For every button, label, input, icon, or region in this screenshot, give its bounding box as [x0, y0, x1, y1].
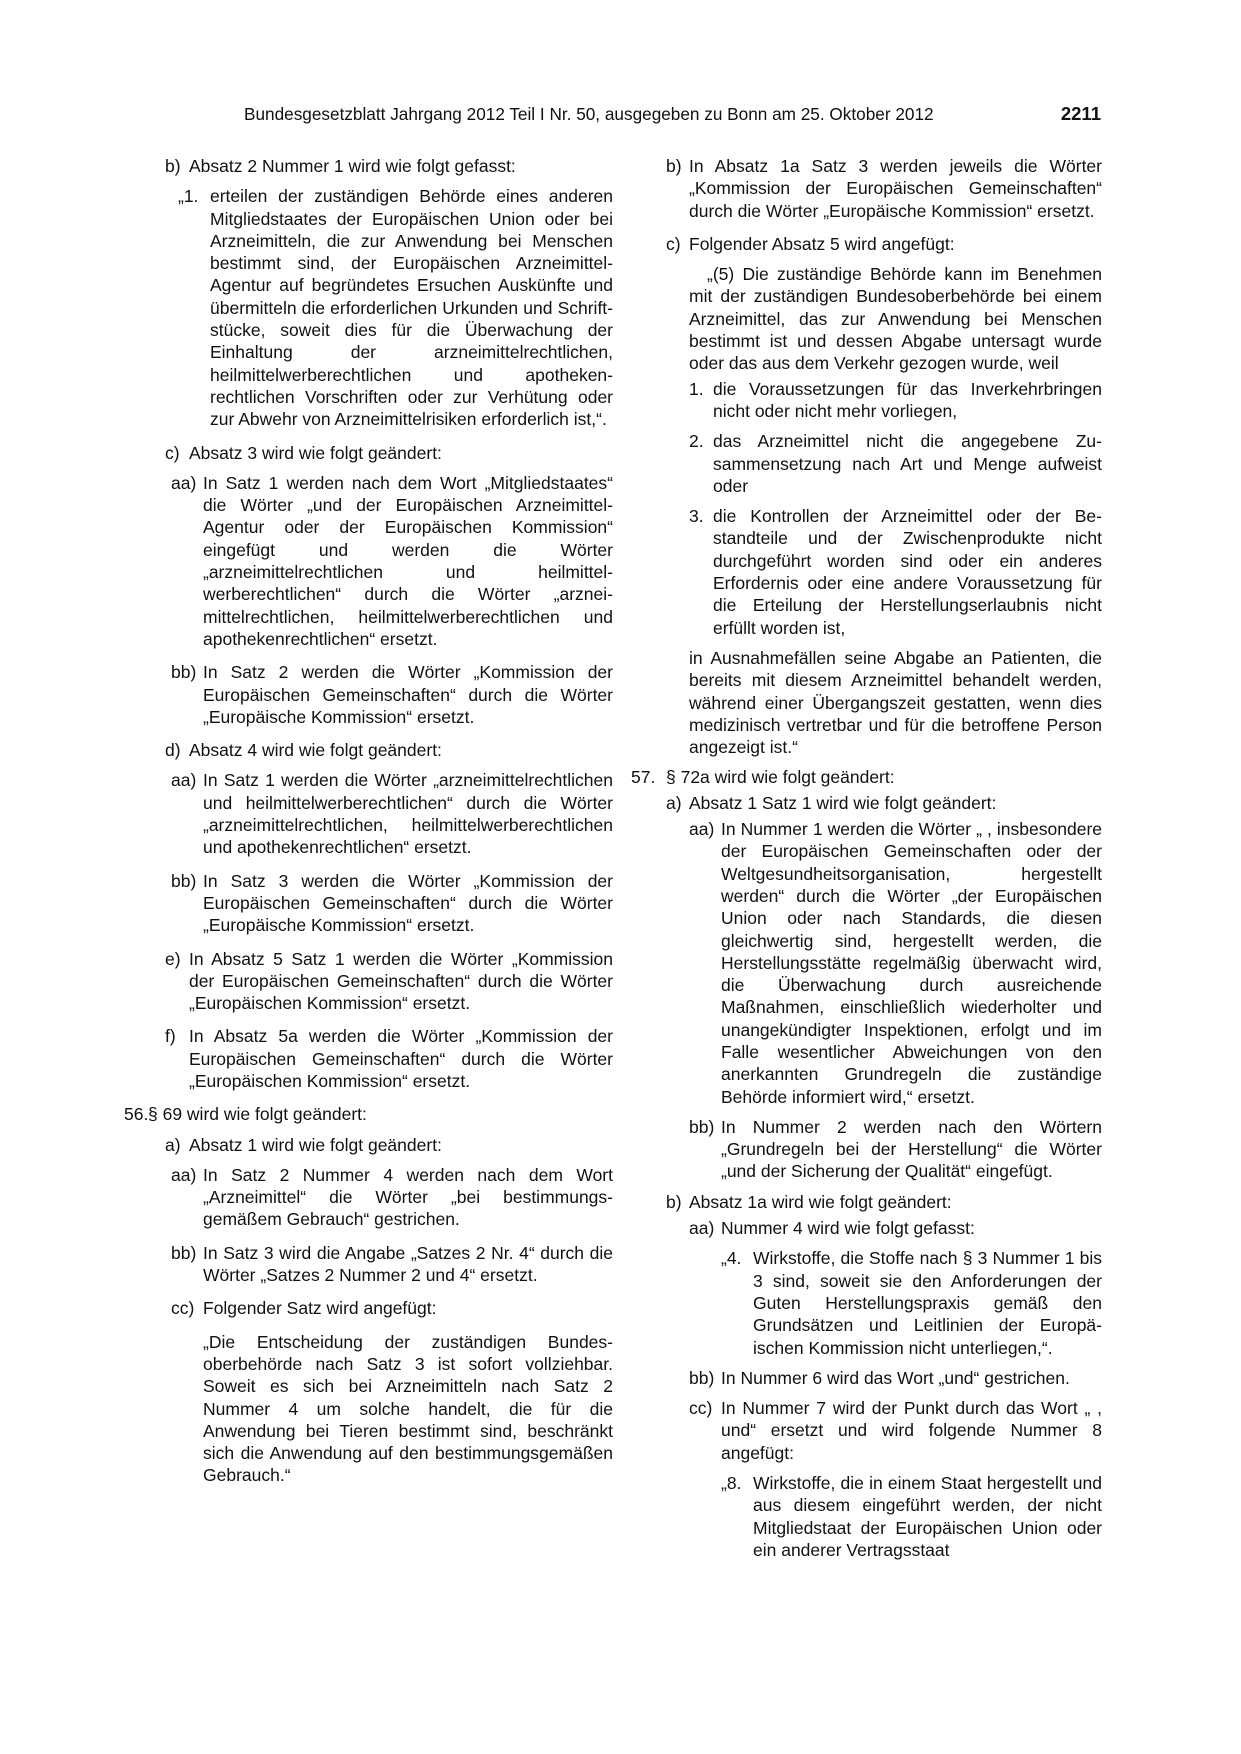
item-d: [124, 739, 613, 761]
item-label: bb): [689, 1116, 715, 1137]
item-label: aa): [171, 1164, 197, 1185]
quoted-number-8: [631, 1472, 1102, 1561]
quoted-paragraph-5: „(5) Die zuständige Behörde kann im Benehmen mit der zuständigen Bundesoberbehörde bei einem Arzneimittel, das zur Anwendung bei Menschen bestimmt ist und dessen Abgabe untersagt wurde oder das aus dem Verkehr gezogen wurde, weil: [689, 264, 1102, 374]
item-label: „8.: [721, 1473, 742, 1494]
item-text: Absatz 4 wird wie folgt geändert:: [189, 740, 442, 761]
item-57: [631, 766, 1102, 788]
item-label: „1.: [178, 186, 199, 207]
item-label: aa): [171, 770, 197, 791]
item-label: 57.: [631, 767, 656, 788]
item-label: f): [165, 1026, 176, 1047]
item-label: „4.: [721, 1248, 742, 1269]
item-label: b): [165, 156, 181, 176]
item-c: [631, 233, 1102, 255]
item-label: a): [165, 1134, 181, 1155]
item-b: [124, 155, 613, 177]
quoted-sentence: „Die Entscheidung der zuständigen Bundesoberbehörde nach Satz 3 ist sofort vollziehbar. Soweit es sich bei Arzneimitteln nach Satz 2 Nummer 4 um solche handelt, die für die Anwendung bei Tieren bestimmt sind, beschränkt sich die Anwendung auf den bestimmungsgemäßen Gebrauch.“: [203, 1331, 613, 1486]
list-item-3: [631, 505, 1102, 639]
item-text: In Absatz 5 Satz 1 werden die Wörter „Kommission der Europäischen Gemeinschaften“ durch die Wörter „Europäischen Kommission“ ersetzt.: [189, 948, 613, 1014]
quoted-number-1: [124, 185, 613, 430]
item-text: Nummer 4 wird wie folgt gefasst:: [721, 1218, 975, 1239]
item-text: die Voraussetzungen für das Inverkehrbringen nicht oder nicht mehr vorliegen,: [713, 378, 1102, 421]
item-label: bb): [689, 1367, 715, 1388]
item-57-a-bb: [631, 1116, 1102, 1183]
item-label: 1.: [689, 378, 704, 399]
item-label: 2.: [689, 431, 704, 452]
item-text: Absatz 1 wird wie folgt geändert:: [189, 1134, 442, 1155]
header-title: Bundesgesetzblatt Jahrgang 2012 Teil I Nr. 50, ausgegeben zu Bonn am 25. Oktober 2012: [244, 104, 934, 124]
item-57-b: [631, 1191, 1102, 1213]
item-57-b-aa: [631, 1217, 1102, 1239]
item-text: § 69 wird wie folgt geändert:: [148, 1104, 367, 1125]
item-e: [124, 948, 613, 1015]
item-text: In Satz 2 werden die Wörter „Kommission der Europäischen Gemeinschaften“ durch die Wörter „Europäische Kommission“ ersetzt.: [203, 662, 613, 727]
item-c: [124, 442, 613, 464]
item-text: In Absatz 1a Satz 3 werden jeweils die Wörter „Kommission der Europäischen Gemeinschaften“ durch die Wörter „Europäische Kommission“ ersetzt.: [689, 156, 1102, 221]
item-label: 3.: [689, 506, 704, 527]
item-56: [124, 1103, 613, 1125]
item-56-cc: [124, 1297, 613, 1319]
item-57-b-bb: [631, 1367, 1102, 1389]
item-text: In Nummer 2 werden nach den Wörtern „Grundregeln bei der Herstellung“ die Wörter „und der Sicherung der Qualität“ eingefügt.: [721, 1116, 1102, 1182]
item-text: das Arzneimittel nicht die angegebene Zusammensetzung nach Art und Menge aufweist oder: [713, 431, 1102, 496]
item-text: In Satz 1 werden die Wörter „arzneimittelrechtlichen und heilmittelwerberechtlichen“ durch die Wörter „arzneimittelrechtlichen, heilmittelwerberechtlichen und apothekenrechtlichen“ ersetzt.: [203, 770, 613, 858]
item-label: b): [666, 156, 682, 176]
page-header: [244, 101, 1101, 127]
item-56-bb: [124, 1242, 613, 1287]
item-label: a): [666, 792, 682, 813]
item-text: § 72a wird wie folgt geändert:: [666, 767, 895, 788]
item-text: Absatz 2 Nummer 1 wird wie folgt gefasst:: [189, 156, 516, 176]
item-text: In Satz 2 Nummer 4 werden nach dem Wort „Arzneimittel“ die Wörter „bei bestimmungsgemäßem Gebrauch“ gestrichen.: [203, 1164, 613, 1230]
quoted-number-4: [631, 1247, 1102, 1358]
item-text: In Nummer 1 werden die Wörter „ , insbesondere der Europäischen Gemeinschaften oder der Weltgesundheitsorganisation, hergestellt werden“ durch die Wörter „der Europäischen Union oder nach Standards, die diesen gleichwertig sind, hergestellt werden, die Herstellungsstätte regelmäßig überwacht wird, die Überwachung durch ausreichende Maßnahmen, einschließlich wiederholter und unangekündigter Inspektionen, erfolgt und im Falle wesentlicher Abweichungen von den anerkannten Grundregeln die zuständige Behörde informiert wird,“ ersetzt.: [721, 819, 1102, 1107]
quoted-paragraph-tail: in Ausnahmefällen seine Abgabe an Patienten, die bereits mit diesem Arzneimittel behandelt werden, während einer Übergangszeit gestatten, wenn dies medizinisch vertretbar und für die betroffene Person angezeigt ist.“: [689, 647, 1102, 758]
item-label: aa): [689, 1218, 715, 1239]
item-text: In Nummer 7 wird der Punkt durch das Wort „ , und“ ersetzt und wird folgende Nummer 8 angefügt:: [721, 1398, 1102, 1463]
item-text: Absatz 1a wird wie folgt geändert:: [689, 1191, 952, 1212]
item-label: cc): [171, 1298, 195, 1319]
item-b: [631, 155, 1102, 222]
item-text: Folgender Absatz 5 wird angefügt:: [689, 233, 955, 254]
item-text: In Satz 1 werden nach dem Wort „Mitgliedstaates“ die Wörter „und der Europäischen Arzneimittel-Agentur oder der Europäischen Kommission“ eingefügt und werden die Wörter „arzneimittelrechtlichen und heilmittelwerberechtlichen“ durch die Wörter „arzneimittelrechtlichen, heilmittelwerberechtlichen und apothekenrechtlichen“ ersetzt.: [203, 472, 613, 649]
item-label: c): [165, 442, 180, 463]
item-label: aa): [171, 472, 197, 493]
item-label: c): [666, 233, 681, 254]
item-label: bb): [171, 870, 197, 891]
item-text: In Nummer 6 wird das Wort „und“ gestrichen.: [721, 1367, 1070, 1388]
item-f: [124, 1025, 613, 1092]
item-57-a: [631, 792, 1102, 814]
item-label: e): [165, 948, 181, 969]
item-d-bb: [124, 870, 613, 937]
list-item-2: [631, 430, 1102, 497]
item-text: Wirkstoffe, die Stoffe nach § 3 Nummer 1 bis 3 sind, soweit sie den Anforderungen der Guten Herstellungspraxis gemäß den Grundsätzen und Leitlinien der Europäischen Kommission nicht unterliegen,“.: [753, 1248, 1102, 1358]
item-label: b): [666, 1191, 682, 1212]
item-text: In Satz 3 werden die Wörter „Kommission der Europäischen Gemeinschaften“ durch die Wörter „Europäische Kommission“ ersetzt.: [203, 870, 613, 936]
item-label: d): [165, 740, 181, 761]
item-57-b-cc: [631, 1397, 1102, 1464]
item-label: cc): [689, 1398, 713, 1419]
item-label: bb): [171, 1242, 197, 1263]
page-number: 2211: [1060, 103, 1101, 124]
list-item-1: [631, 378, 1102, 423]
item-d-aa: [124, 769, 613, 858]
item-label: 56.: [124, 1104, 149, 1125]
item-text: In Absatz 5a werden die Wörter „Kommission der Europäischen Gemeinschaften“ durch die Wörter „Europäischen Kommission“ ersetzt.: [189, 1026, 613, 1091]
item-text: erteilen der zuständigen Behörde eines anderen Mitgliedstaates der Europäischen Union oder bei Arzneimitteln, die zur Anwendung bei Menschen bestimmt sind, der Europäischen Arzneimittel-Agentur auf begründetes Ersuchen Auskünfte und übermitteln die erforderlichen Urkunden und Schriftstücke, soweit dies für die Überwachung der Einhaltung der arzneimittelrechtlichen, heilmittelwerberechtlichen und apothekenrechtlichen Vorschriften oder zur Verhütung oder zur Abwehr von Arzneimittelrisiken erforderlich ist,“.: [210, 186, 613, 430]
item-c-aa: [124, 472, 613, 650]
item-56-aa: [124, 1164, 613, 1231]
item-text: Absatz 3 wird wie folgt geändert:: [189, 442, 442, 463]
item-c-bb: [124, 661, 613, 728]
item-57-a-aa: [631, 818, 1102, 1108]
item-text: die Kontrollen der Arzneimittel oder der Bestandteile und der Zwischenprodukte nicht durchgeführt worden sind oder ein anderes Erfordernis oder eine andere Voraussetzung für die Erteilung der Herstellungserlaubnis nicht erfüllt worden ist,: [713, 506, 1102, 638]
item-label: bb): [171, 662, 197, 683]
item-text: In Satz 3 wird die Angabe „Satzes 2 Nr. 4“ durch die Wörter „Satzes 2 Nummer 2 und 4“ ersetzt.: [203, 1242, 613, 1286]
item-label: aa): [689, 819, 715, 840]
item-56-a: [124, 1134, 613, 1156]
item-text: Wirkstoffe, die in einem Staat hergestellt und aus diesem eingeführt werden, der nicht Mitgliedstaat der Europäischen Union oder ein anderer Vertragsstaat: [753, 1473, 1102, 1560]
left-column: [124, 155, 613, 1487]
item-text: Folgender Satz wird angefügt:: [203, 1298, 437, 1319]
item-text: Absatz 1 Satz 1 wird wie folgt geändert:: [689, 792, 997, 813]
right-column: [631, 155, 1102, 1561]
